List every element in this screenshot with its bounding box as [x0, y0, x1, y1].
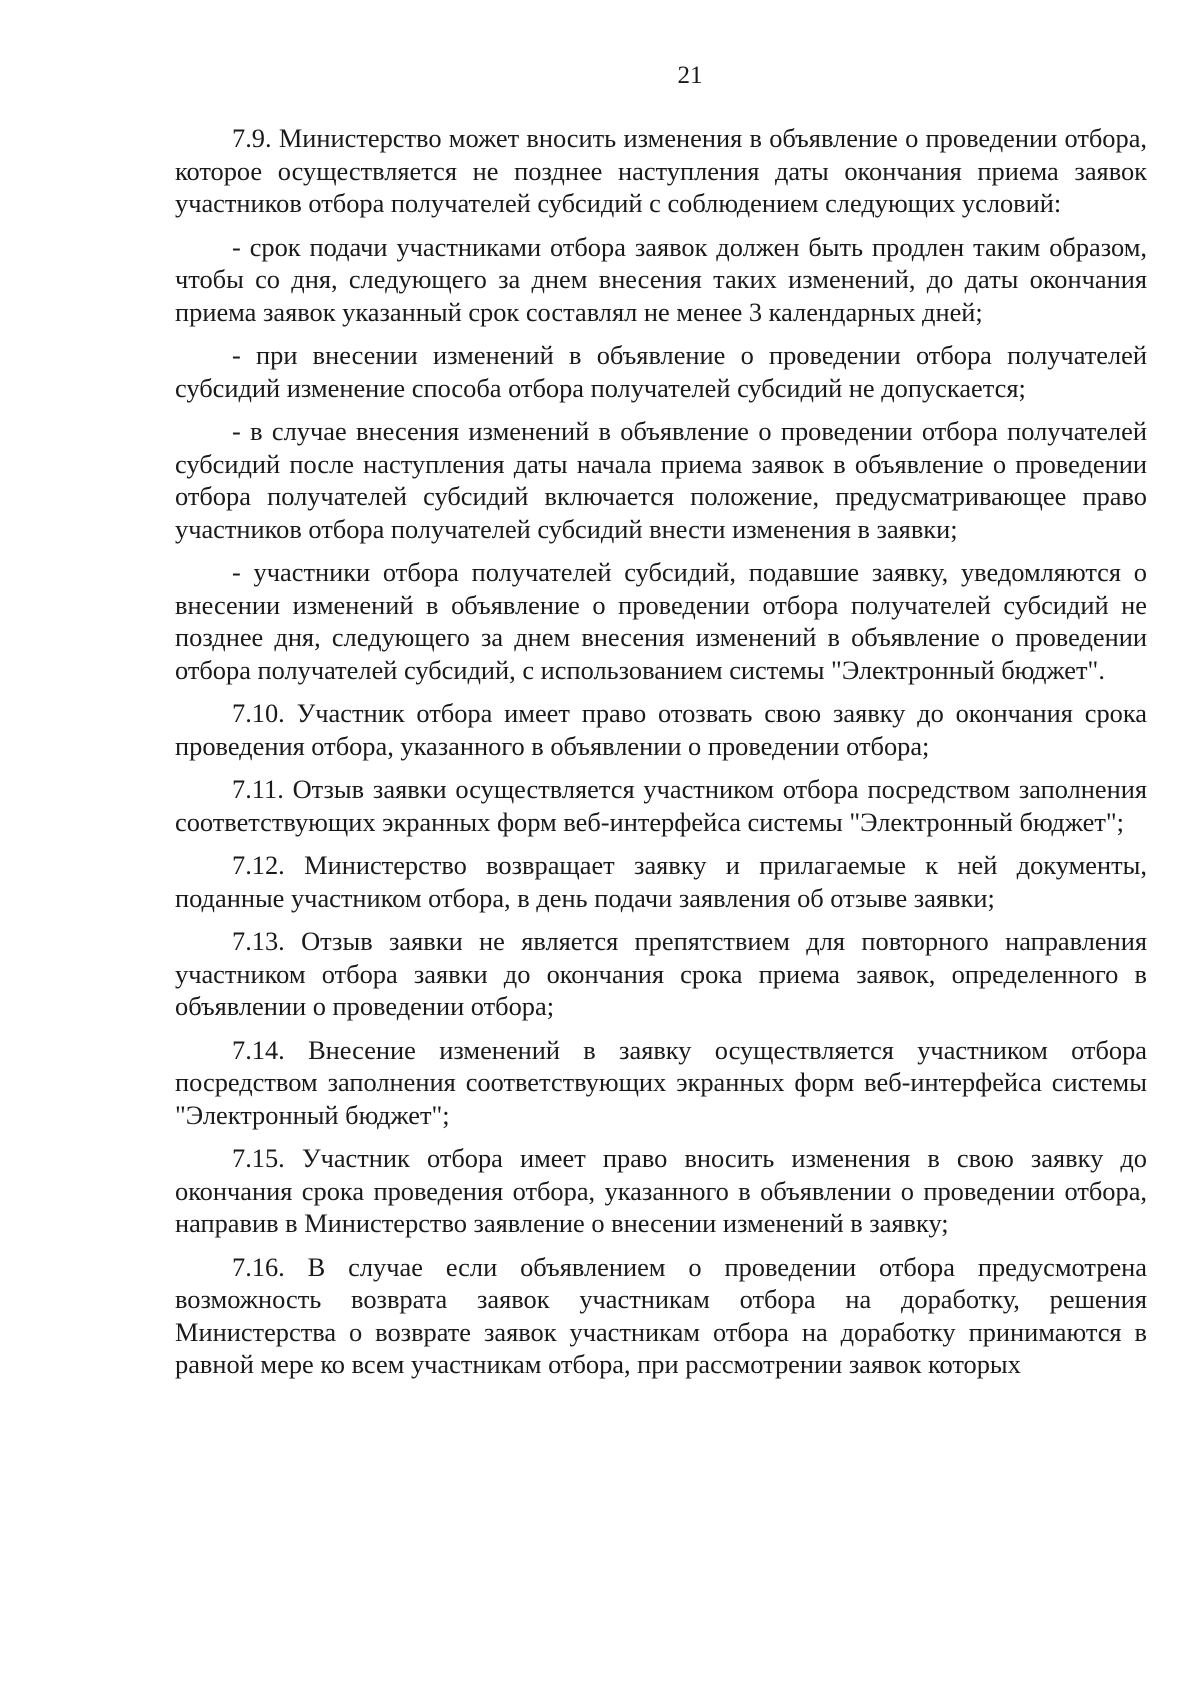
- paragraph-7-14: 7.14. Внесение изменений в заявку осуществляется участником отбора посредством заполнения соответствующих экранных форм веб-интерфейса системы "Электронный бюджет";: [175, 1034, 1147, 1130]
- page-number: 21: [677, 62, 703, 89]
- paragraph-7-13: 7.13. Отзыв заявки не является препятствием для повторного направления участником отбора заявки до окончания срока приема заявок, определенного в объявлении о проведении отбора;: [175, 926, 1147, 1021]
- list-item-method-change: - при внесении изменений в объявление о проведении отбора получателей субсидий изменение способа отбора получателей субсидий не допускается;: [175, 340, 1147, 403]
- list-item-notification: - участники отбора получателей субсидий, подавшие заявку, уведомляются о внесении изменений в объявление о проведении отбора получателей субсидий не позднее дня, следующего за днем внесения изменений в объявление о проведении отбора получателей субсидий, с использованием системы "Электронный бюджет".: [175, 557, 1147, 685]
- paragraph-7-15: 7.15. Участник отбора имеет право вносить изменения в свою заявку до окончания срока проведения отбора, указанного в объявлении о проведении отбора, направив в Министерство заявление о внесении изменений в заявку;: [175, 1143, 1147, 1238]
- list-item-changes-after-start: - в случае внесения изменений в объявление о проведении отбора получателей субсидий после наступления даты начала приема заявок в объявление о проведении отбора получателей субсидий включается положение, предусматривающее право участников отбора получателей субсидий внести изменения в заявки;: [175, 416, 1147, 544]
- document-body: [175, 122, 1147, 1392]
- paragraph-7-16: 7.16. В случае если объявлением о проведении отбора предусмотрена возможность возврата заявок участникам отбора на доработку, решения Министерства о возврате заявок участникам отбора на доработку принимаются в равной мере ко всем участникам отбора, при рассмотрении заявок которых: [175, 1251, 1147, 1379]
- paragraph-7-9: 7.9. Министерство может вносить изменения в объявление о проведении отбора, которое осуществляется не позднее наступления даты окончания приема заявок участников отбора получателей субсидий с соблюдением следующих условий:: [175, 123, 1147, 218]
- paragraph-7-12: 7.12. Министерство возвращает заявку и прилагаемые к ней документы, поданные участником отбора, в день подачи заявления об отзыве заявки;: [175, 850, 1147, 913]
- paragraph-7-11: 7.11. Отзыв заявки осуществляется участником отбора посредством заполнения соответствующих экранных форм веб-интерфейса системы "Электронный бюджет";: [175, 774, 1147, 837]
- paragraph-7-10: 7.10. Участник отбора имеет право отозвать свою заявку до окончания срока проведения отбора, указанного в объявлении о проведении отбора;: [175, 698, 1147, 761]
- list-item-deadline-extension: - срок подачи участниками отбора заявок должен быть продлен таким образом, чтобы со дня, следующего за днем внесения таких изменений, до даты окончания приема заявок указанный срок составлял не менее 3 календарных дней;: [175, 231, 1147, 327]
